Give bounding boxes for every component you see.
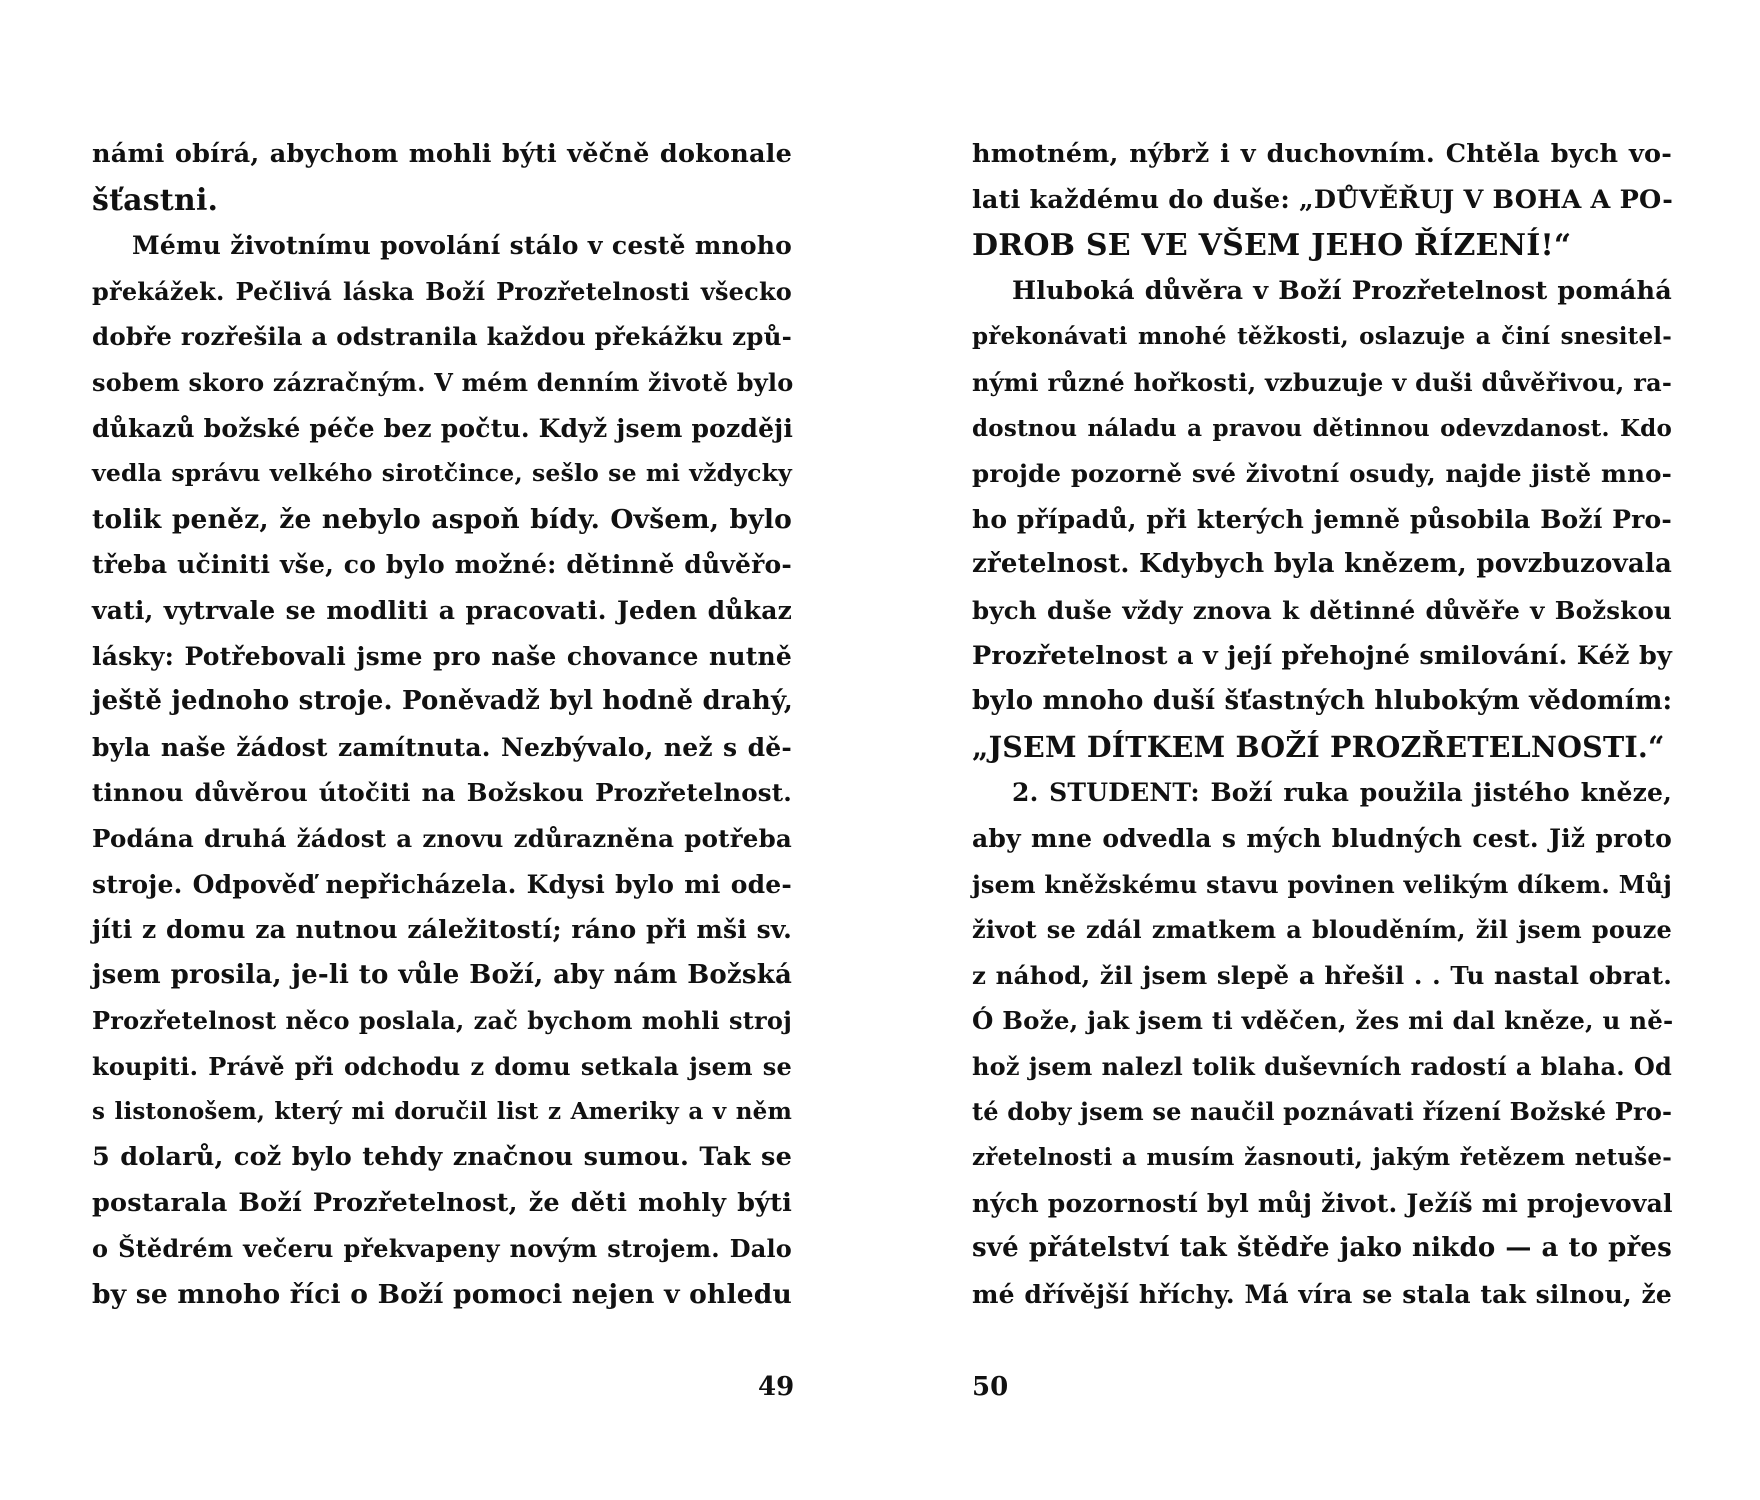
text-line: nými různé hořkosti, vzbuzuje v duši důvěřivou, ra- — [972, 367, 1672, 397]
text-line: koupiti. Právě při odchodu z domu setkala jsem se — [92, 1051, 792, 1081]
text-line: Prozřetelnost něco poslala, zač bychom mohli stroj — [92, 1006, 792, 1036]
text-line: šťastni. — [92, 182, 219, 218]
text-line: byla naše žádost zamítnuta. Nezbývalo, než s dě- — [92, 732, 792, 762]
text-line: Mému životnímu povolání stálo v cestě mnoho — [132, 231, 792, 261]
text-line: projde pozorně své životní osudy, najde jistě mno- — [972, 459, 1672, 489]
text-line: hož jsem nalezl tolik duševních radostí a blaha. Od — [972, 1051, 1672, 1081]
page-number: 50 — [972, 1372, 1009, 1402]
text-line: překážek. Pečlivá láska Boží Prozřetelnosti všecko — [92, 276, 792, 306]
text-line: stroje. Odpověď nepřicházela. Kdysi bylo mi ode- — [92, 869, 792, 899]
text-line: ještě jednoho stroje. Poněvadž byl hodně drahý, — [92, 686, 794, 717]
text-line: Prozřetelnost a v její přehojné smilování. Kéž by — [972, 640, 1672, 671]
text-line: bych duše vždy znova k dětinné důvěře v Božskou — [972, 595, 1672, 625]
text-line: třeba učiniti vše, co bylo možné: dětinně důvěřo- — [92, 550, 792, 580]
text-line: Hluboká důvěra v Boží Prozřetelnost pomáhá — [1012, 275, 1672, 306]
text-line: aby mne odvedla s mých bludných cest. Již proto — [972, 823, 1672, 853]
text-line: lati každému do duše: „DŮVĚŘUJ V BOHA A PO- — [972, 184, 1674, 215]
text-line: z náhod, žil jsem slepě a hřešil . . Tu nastal obrat. — [972, 960, 1672, 990]
text-line: tinnou důvěrou útočiti na Božskou Prozřetelnost. — [92, 778, 792, 808]
text-line: sobem skoro zázračným. V mém denním životě bylo — [92, 367, 794, 397]
text-line: zřetelnosti a musím žasnouti, jakým řetězem netuše- — [972, 1144, 1672, 1172]
right-page-text — [972, 132, 1672, 1317]
text-line: život se zdál zmatkem a blouděním, žil jsem pouze — [972, 915, 1672, 945]
text-line: překonávati mnohé těžkosti, oslazuje a činí snesitel- — [972, 323, 1672, 351]
text-line: by se mnoho říci o Boží pomoci nejen v ohledu — [92, 1278, 792, 1310]
text-line: Ó Bože, jak jsem ti vděčen, žes mi dal kněze, u ně- — [972, 1006, 1674, 1036]
text-line: s listonošem, který mi doručil list z Ameriky a v něm — [92, 1098, 792, 1126]
text-line: dostnou náladu a pravou dětinnou odevzdanost. Kdo — [972, 414, 1672, 442]
text-line: postarala Boží Prozřetelnost, že děti mohly býti — [92, 1187, 792, 1218]
text-line: 5 dolarů, což bylo tehdy značnou sumou. Tak se — [92, 1142, 792, 1173]
text-line: ných pozorností byl můj život. Ježíš mi projevoval — [972, 1188, 1673, 1218]
text-line: námi obírá, abychom mohli býti věčně dokonale — [92, 139, 792, 169]
text-line: o Štědrém večeru překvapeny novým strojem. Dalo — [92, 1234, 792, 1264]
text-line: mé dřívější hříchy. Má víra se stala tak silnou, že — [972, 1279, 1672, 1309]
text-line: jsem prosila, je-li to vůle Boží, aby nám Božská — [92, 959, 792, 990]
text-line: Podána druhá žádost a znovu zdůrazněna potřeba — [92, 823, 792, 853]
text-line: DROB SE VE VŠEM JEHO ŘÍZENÍ!“ — [972, 228, 1572, 264]
text-line: 2. STUDENT: Boží ruka použila jistého kněze, — [1012, 778, 1672, 808]
text-line: dobře rozřešila a odstranila každou překážku způ- — [92, 322, 792, 352]
text-line: ho případů, při kterých jemně působila Boží Pro- — [972, 504, 1672, 534]
text-line: hmotném, nýbrž i v duchovním. Chtěla bych vo- — [972, 139, 1672, 169]
text-line: lásky: Potřebovali jsme pro naše chovance nutně — [92, 641, 792, 671]
text-line: tolik peněz, že nebylo aspoň bídy. Ovšem, bylo — [92, 503, 792, 535]
text-line: zřetelnost. Kdybych byla knězem, povzbuzovala — [972, 549, 1672, 580]
text-line: vati, vytrvale se modliti a pracovati. Jeden důkaz — [92, 595, 792, 625]
left-page-text — [92, 132, 792, 1317]
text-line: vedla správu velkého sirotčince, sešlo se mi vždycky — [92, 459, 792, 488]
text-line: své přátelství tak štědře jako nikdo — a to přes — [972, 1233, 1672, 1264]
text-line: bylo mnoho duší šťastných hlubokým vědomím: — [972, 686, 1673, 717]
page-number: 49 — [758, 1372, 795, 1402]
text-line: jíti z domu za nutnou záležitostí; ráno při mši sv. — [92, 915, 792, 945]
right-page — [880, 0, 1760, 1500]
text-line: „JSEM DÍTKEM BOŽÍ PROZŘETELNOSTI.“ — [972, 729, 1665, 764]
text-line: jsem kněžskému stavu povinen velikým díkem. Můj — [972, 869, 1672, 899]
text-line: té doby jsem se naučil poznávati řízení Božské Pro- — [972, 1097, 1673, 1127]
text-line: důkazů božské péče bez počtu. Když jsem později — [92, 413, 794, 443]
